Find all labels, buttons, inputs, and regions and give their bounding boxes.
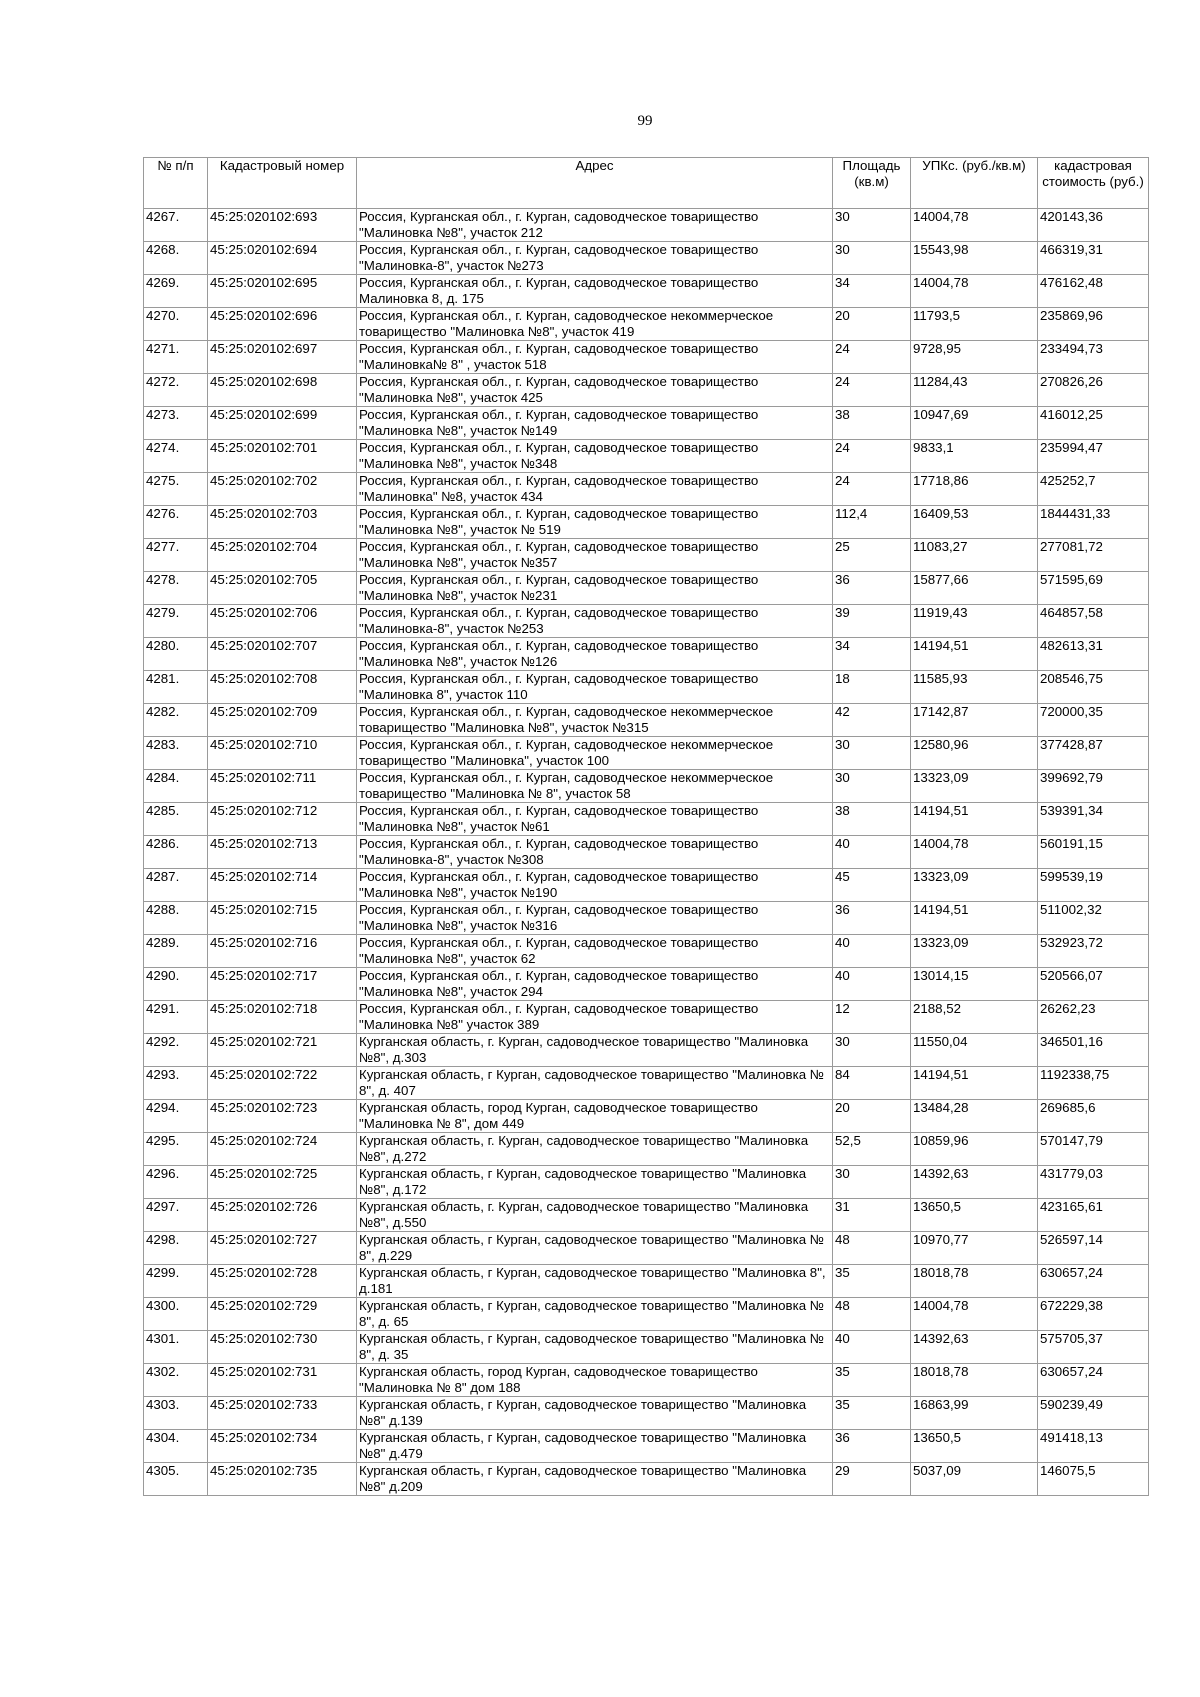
cell-area: 31 bbox=[833, 1199, 911, 1232]
cell-address: Россия, Курганская обл., г. Курган, садоводческое некоммерческое товарищество "Малиновка № 8", участок 58 bbox=[357, 770, 833, 803]
cell-number: 4293. bbox=[144, 1067, 208, 1100]
cell-area: 48 bbox=[833, 1232, 911, 1265]
cell-area: 36 bbox=[833, 572, 911, 605]
header-number: № п/п bbox=[144, 158, 208, 209]
cell-area: 24 bbox=[833, 440, 911, 473]
cell-upks: 18018,78 bbox=[911, 1364, 1038, 1397]
cell-upks: 14004,78 bbox=[911, 836, 1038, 869]
cell-area: 84 bbox=[833, 1067, 911, 1100]
cell-number: 4295. bbox=[144, 1133, 208, 1166]
cell-address: Россия, Курганская обл., г. Курган, садоводческое товарищество "Малиновка №8", участок №190 bbox=[357, 869, 833, 902]
table-row bbox=[144, 506, 1149, 539]
cell-area: 45 bbox=[833, 869, 911, 902]
cell-cadastral-cost: 269685,6 bbox=[1038, 1100, 1149, 1133]
cell-area: 34 bbox=[833, 275, 911, 308]
cell-cadastral-cost: 466319,31 bbox=[1038, 242, 1149, 275]
cell-cadastral-cost: 520566,07 bbox=[1038, 968, 1149, 1001]
cell-area: 30 bbox=[833, 209, 911, 242]
cell-address: Россия, Курганская обл., г. Курган, садоводческое некоммерческое товарищество "Малиновка №8", участок 419 bbox=[357, 308, 833, 341]
table-row bbox=[144, 605, 1149, 638]
cell-cadastral-cost: 571595,69 bbox=[1038, 572, 1149, 605]
cell-number: 4283. bbox=[144, 737, 208, 770]
cell-upks: 14194,51 bbox=[911, 902, 1038, 935]
cell-address: Россия, Курганская обл., г. Курган, садоводческое товарищество "Малиновка №8", участок №149 bbox=[357, 407, 833, 440]
cell-area: 25 bbox=[833, 539, 911, 572]
cell-cadastral-cost: 26262,23 bbox=[1038, 1001, 1149, 1034]
cell-upks: 17718,86 bbox=[911, 473, 1038, 506]
cell-number: 4303. bbox=[144, 1397, 208, 1430]
cell-address: Курганская область, г Курган, садоводческое товарищество "Малиновка № 8", д. 407 bbox=[357, 1067, 833, 1100]
cell-number: 4275. bbox=[144, 473, 208, 506]
cell-upks: 15877,66 bbox=[911, 572, 1038, 605]
table-row bbox=[144, 539, 1149, 572]
cell-number: 4272. bbox=[144, 374, 208, 407]
cell-upks: 9833,1 bbox=[911, 440, 1038, 473]
table-row bbox=[144, 341, 1149, 374]
table-row bbox=[144, 1331, 1149, 1364]
cell-area: 40 bbox=[833, 1331, 911, 1364]
cell-upks: 11284,43 bbox=[911, 374, 1038, 407]
cell-upks: 12580,96 bbox=[911, 737, 1038, 770]
cell-address: Россия, Курганская обл., г. Курган, садоводческое товарищество "Малиновка №8", участок №126 bbox=[357, 638, 833, 671]
table-row bbox=[144, 1034, 1149, 1067]
table-row bbox=[144, 704, 1149, 737]
cell-cadastral-number: 45:25:020102:733 bbox=[208, 1397, 357, 1430]
cell-cadastral-number: 45:25:020102:730 bbox=[208, 1331, 357, 1364]
cell-upks: 14392,63 bbox=[911, 1331, 1038, 1364]
cell-cadastral-number: 45:25:020102:735 bbox=[208, 1463, 357, 1496]
cell-number: 4274. bbox=[144, 440, 208, 473]
cell-upks: 14004,78 bbox=[911, 209, 1038, 242]
header-cadastral-cost: кадастровая стоимость (руб.) bbox=[1038, 158, 1149, 209]
cell-cadastral-number: 45:25:020102:695 bbox=[208, 275, 357, 308]
cell-number: 4300. bbox=[144, 1298, 208, 1331]
table-row bbox=[144, 1265, 1149, 1298]
table-row bbox=[144, 572, 1149, 605]
table-row bbox=[144, 869, 1149, 902]
table-row bbox=[144, 638, 1149, 671]
cell-upks: 18018,78 bbox=[911, 1265, 1038, 1298]
cell-number: 4282. bbox=[144, 704, 208, 737]
cell-number: 4279. bbox=[144, 605, 208, 638]
cell-area: 29 bbox=[833, 1463, 911, 1496]
cell-cadastral-cost: 208546,75 bbox=[1038, 671, 1149, 704]
cell-number: 4289. bbox=[144, 935, 208, 968]
cell-cadastral-number: 45:25:020102:709 bbox=[208, 704, 357, 737]
cell-cadastral-cost: 476162,48 bbox=[1038, 275, 1149, 308]
cell-area: 24 bbox=[833, 473, 911, 506]
cell-upks: 14392,63 bbox=[911, 1166, 1038, 1199]
table-row bbox=[144, 803, 1149, 836]
table-header-row bbox=[144, 158, 1149, 209]
cell-area: 34 bbox=[833, 638, 911, 671]
table-row bbox=[144, 242, 1149, 275]
cell-number: 4277. bbox=[144, 539, 208, 572]
table-row bbox=[144, 836, 1149, 869]
cell-upks: 10947,69 bbox=[911, 407, 1038, 440]
cell-cadastral-cost: 720000,35 bbox=[1038, 704, 1149, 737]
cell-upks: 11083,27 bbox=[911, 539, 1038, 572]
cell-address: Курганская область, г Курган, садоводческое товарищество "Малиновка № 8", д. 65 bbox=[357, 1298, 833, 1331]
cell-cadastral-number: 45:25:020102:703 bbox=[208, 506, 357, 539]
cell-upks: 10859,96 bbox=[911, 1133, 1038, 1166]
cell-number: 4302. bbox=[144, 1364, 208, 1397]
cell-cadastral-number: 45:25:020102:696 bbox=[208, 308, 357, 341]
table-row bbox=[144, 1067, 1149, 1100]
table-row bbox=[144, 968, 1149, 1001]
cell-area: 30 bbox=[833, 242, 911, 275]
table-row bbox=[144, 935, 1149, 968]
cell-area: 40 bbox=[833, 935, 911, 968]
cell-address: Курганская область, г Курган, садоводческое товарищество "Малиновка №8", д.172 bbox=[357, 1166, 833, 1199]
cell-upks: 11550,04 bbox=[911, 1034, 1038, 1067]
cell-upks: 13014,15 bbox=[911, 968, 1038, 1001]
cell-cadastral-number: 45:25:020102:725 bbox=[208, 1166, 357, 1199]
cell-cadastral-cost: 1192338,75 bbox=[1038, 1067, 1149, 1100]
table-row bbox=[144, 1298, 1149, 1331]
cell-cadastral-number: 45:25:020102:707 bbox=[208, 638, 357, 671]
cell-address: Россия, Курганская обл., г. Курган, садоводческое товарищество "Малиновка №8", участок 425 bbox=[357, 374, 833, 407]
cell-cadastral-cost: 420143,36 bbox=[1038, 209, 1149, 242]
cell-cadastral-number: 45:25:020102:724 bbox=[208, 1133, 357, 1166]
cell-number: 4287. bbox=[144, 869, 208, 902]
cell-number: 4298. bbox=[144, 1232, 208, 1265]
cadastral-table bbox=[143, 157, 1149, 1496]
page-number: 99 bbox=[637, 113, 653, 129]
table-row bbox=[144, 1133, 1149, 1166]
cell-address: Курганская область, г Курган, садоводческое товарищество "Малиновка №8" д.479 bbox=[357, 1430, 833, 1463]
cell-cadastral-number: 45:25:020102:712 bbox=[208, 803, 357, 836]
table-body bbox=[144, 209, 1149, 1496]
cell-cadastral-cost: 511002,32 bbox=[1038, 902, 1149, 935]
cell-area: 39 bbox=[833, 605, 911, 638]
cell-cadastral-number: 45:25:020102:699 bbox=[208, 407, 357, 440]
cell-address: Курганская область, г Курган, садоводческое товарищество "Малиновка № 8", д.229 bbox=[357, 1232, 833, 1265]
cell-cadastral-number: 45:25:020102:711 bbox=[208, 770, 357, 803]
cell-number: 4270. bbox=[144, 308, 208, 341]
cell-address: Россия, Курганская обл., г. Курган, садоводческое товарищество "Малиновка №8", участок №348 bbox=[357, 440, 833, 473]
cell-number: 4291. bbox=[144, 1001, 208, 1034]
cell-cadastral-number: 45:25:020102:694 bbox=[208, 242, 357, 275]
cell-address: Россия, Курганская обл., г. Курган, садоводческое некоммерческое товарищество "Малиновка", участок 100 bbox=[357, 737, 833, 770]
cell-address: Россия, Курганская обл., г. Курган, садоводческое товарищество "Малиновка №8" участок 389 bbox=[357, 1001, 833, 1034]
table-row bbox=[144, 1364, 1149, 1397]
cell-cadastral-number: 45:25:020102:731 bbox=[208, 1364, 357, 1397]
cell-cadastral-cost: 277081,72 bbox=[1038, 539, 1149, 572]
cell-upks: 14194,51 bbox=[911, 638, 1038, 671]
cell-cadastral-number: 45:25:020102:704 bbox=[208, 539, 357, 572]
cell-area: 30 bbox=[833, 1166, 911, 1199]
table-row bbox=[144, 737, 1149, 770]
cell-upks: 17142,87 bbox=[911, 704, 1038, 737]
cell-area: 30 bbox=[833, 1034, 911, 1067]
cell-address: Россия, Курганская обл., г. Курган, садоводческое товарищество "Малиновка №8", участок №357 bbox=[357, 539, 833, 572]
cell-number: 4273. bbox=[144, 407, 208, 440]
cell-area: 30 bbox=[833, 770, 911, 803]
cell-area: 24 bbox=[833, 341, 911, 374]
cell-upks: 5037,09 bbox=[911, 1463, 1038, 1496]
cell-cadastral-number: 45:25:020102:708 bbox=[208, 671, 357, 704]
cell-upks: 14194,51 bbox=[911, 803, 1038, 836]
table-row bbox=[144, 1199, 1149, 1232]
cell-upks: 2188,52 bbox=[911, 1001, 1038, 1034]
cell-upks: 11793,5 bbox=[911, 308, 1038, 341]
cell-upks: 14004,78 bbox=[911, 275, 1038, 308]
cell-area: 20 bbox=[833, 1100, 911, 1133]
cell-cadastral-cost: 560191,15 bbox=[1038, 836, 1149, 869]
cell-area: 18 bbox=[833, 671, 911, 704]
cell-cadastral-cost: 482613,31 bbox=[1038, 638, 1149, 671]
cell-cadastral-cost: 146075,5 bbox=[1038, 1463, 1149, 1496]
header-upks: УПКс. (руб./кв.м) bbox=[911, 158, 1038, 209]
cell-cadastral-cost: 570147,79 bbox=[1038, 1133, 1149, 1166]
cell-area: 38 bbox=[833, 407, 911, 440]
table-row bbox=[144, 671, 1149, 704]
cell-cadastral-cost: 526597,14 bbox=[1038, 1232, 1149, 1265]
cell-cadastral-cost: 630657,24 bbox=[1038, 1364, 1149, 1397]
cell-cadastral-cost: 464857,58 bbox=[1038, 605, 1149, 638]
cell-cadastral-cost: 1844431,33 bbox=[1038, 506, 1149, 539]
cell-number: 4304. bbox=[144, 1430, 208, 1463]
cell-cadastral-number: 45:25:020102:729 bbox=[208, 1298, 357, 1331]
cell-address: Курганская область, г Курган, садоводческое товарищество "Малиновка 8", д.181 bbox=[357, 1265, 833, 1298]
cell-upks: 13323,09 bbox=[911, 869, 1038, 902]
cell-address: Курганская область, г Курган, садоводческое товарищество "Малиновка №8" д.209 bbox=[357, 1463, 833, 1496]
table-row bbox=[144, 1001, 1149, 1034]
cell-cadastral-number: 45:25:020102:715 bbox=[208, 902, 357, 935]
cell-upks: 13323,09 bbox=[911, 935, 1038, 968]
cell-area: 12 bbox=[833, 1001, 911, 1034]
cell-cadastral-cost: 590239,49 bbox=[1038, 1397, 1149, 1430]
cell-address: Россия, Курганская обл., г. Курган, садоводческое товарищество "Малиновка-8", участок №253 bbox=[357, 605, 833, 638]
header-address: Адрес bbox=[357, 158, 833, 209]
cell-upks: 11585,93 bbox=[911, 671, 1038, 704]
cell-cadastral-number: 45:25:020102:722 bbox=[208, 1067, 357, 1100]
cell-cadastral-cost: 425252,7 bbox=[1038, 473, 1149, 506]
cell-area: 112,4 bbox=[833, 506, 911, 539]
cell-number: 4290. bbox=[144, 968, 208, 1001]
cell-address: Курганская область, г Курган, садоводческое товарищество "Малиновка № 8", д. 35 bbox=[357, 1331, 833, 1364]
cell-upks: 14004,78 bbox=[911, 1298, 1038, 1331]
cell-cadastral-number: 45:25:020102:697 bbox=[208, 341, 357, 374]
cell-upks: 16409,53 bbox=[911, 506, 1038, 539]
cell-number: 4271. bbox=[144, 341, 208, 374]
cell-cadastral-number: 45:25:020102:716 bbox=[208, 935, 357, 968]
cell-address: Россия, Курганская обл., г. Курган, садоводческое товарищество "Малиновка" №8, участок 434 bbox=[357, 473, 833, 506]
header-area: Площадь (кв.м) bbox=[833, 158, 911, 209]
cell-cadastral-number: 45:25:020102:702 bbox=[208, 473, 357, 506]
cell-number: 4301. bbox=[144, 1331, 208, 1364]
cell-area: 40 bbox=[833, 836, 911, 869]
cell-address: Россия, Курганская обл., г. Курган, садоводческое товарищество "Малиновка №8", участок 294 bbox=[357, 968, 833, 1001]
cell-cadastral-cost: 423165,61 bbox=[1038, 1199, 1149, 1232]
table-row bbox=[144, 308, 1149, 341]
cell-number: 4288. bbox=[144, 902, 208, 935]
cell-cadastral-number: 45:25:020102:717 bbox=[208, 968, 357, 1001]
cell-upks: 11919,43 bbox=[911, 605, 1038, 638]
table-row bbox=[144, 374, 1149, 407]
cell-area: 24 bbox=[833, 374, 911, 407]
table-row bbox=[144, 473, 1149, 506]
cell-cadastral-number: 45:25:020102:728 bbox=[208, 1265, 357, 1298]
cell-cadastral-number: 45:25:020102:705 bbox=[208, 572, 357, 605]
cell-cadastral-cost: 431779,03 bbox=[1038, 1166, 1149, 1199]
table-row bbox=[144, 275, 1149, 308]
cell-area: 48 bbox=[833, 1298, 911, 1331]
header-cadastral-number: Кадастровый номер bbox=[208, 158, 357, 209]
table-row bbox=[144, 1232, 1149, 1265]
cell-cadastral-cost: 532923,72 bbox=[1038, 935, 1149, 968]
cell-address: Россия, Курганская обл., г. Курган, садоводческое товарищество "Малиновка 8", участок 110 bbox=[357, 671, 833, 704]
cell-address: Россия, Курганская обл., г. Курган, садоводческое товарищество "Малиновка №8", участок № 519 bbox=[357, 506, 833, 539]
cell-cadastral-number: 45:25:020102:727 bbox=[208, 1232, 357, 1265]
cell-number: 4269. bbox=[144, 275, 208, 308]
cell-cadastral-cost: 270826,26 bbox=[1038, 374, 1149, 407]
cell-number: 4284. bbox=[144, 770, 208, 803]
table-row bbox=[144, 209, 1149, 242]
cell-cadastral-cost: 346501,16 bbox=[1038, 1034, 1149, 1067]
cell-cadastral-cost: 630657,24 bbox=[1038, 1265, 1149, 1298]
cell-cadastral-cost: 235869,96 bbox=[1038, 308, 1149, 341]
cell-cadastral-number: 45:25:020102:706 bbox=[208, 605, 357, 638]
cell-upks: 13650,5 bbox=[911, 1430, 1038, 1463]
cell-cadastral-cost: 599539,19 bbox=[1038, 869, 1149, 902]
cell-cadastral-number: 45:25:020102:698 bbox=[208, 374, 357, 407]
table-row bbox=[144, 1166, 1149, 1199]
cell-number: 4280. bbox=[144, 638, 208, 671]
cell-number: 4294. bbox=[144, 1100, 208, 1133]
cell-cadastral-cost: 233494,73 bbox=[1038, 341, 1149, 374]
cell-area: 42 bbox=[833, 704, 911, 737]
cell-area: 35 bbox=[833, 1397, 911, 1430]
cell-cadastral-cost: 575705,37 bbox=[1038, 1331, 1149, 1364]
cell-area: 35 bbox=[833, 1364, 911, 1397]
cell-area: 38 bbox=[833, 803, 911, 836]
cell-address: Курганская область, г. Курган, садоводческое товарищество "Малиновка №8", д.550 bbox=[357, 1199, 833, 1232]
cell-cadastral-number: 45:25:020102:734 bbox=[208, 1430, 357, 1463]
cell-upks: 13323,09 bbox=[911, 770, 1038, 803]
cell-address: Курганская область, город Курган, садоводческое товарищество "Малиновка № 8" дом 188 bbox=[357, 1364, 833, 1397]
cell-number: 4268. bbox=[144, 242, 208, 275]
cell-address: Россия, Курганская обл., г. Курган, садоводческое товарищество "Малиновка №8", участок №231 bbox=[357, 572, 833, 605]
cell-area: 40 bbox=[833, 968, 911, 1001]
cell-upks: 9728,95 bbox=[911, 341, 1038, 374]
cell-address: Курганская область, г Курган, садоводческое товарищество "Малиновка №8" д.139 bbox=[357, 1397, 833, 1430]
cell-cadastral-number: 45:25:020102:710 bbox=[208, 737, 357, 770]
cell-cadastral-number: 45:25:020102:721 bbox=[208, 1034, 357, 1067]
cell-address: Россия, Курганская обл., г. Курган, садоводческое товарищество "Малиновка-8", участок №273 bbox=[357, 242, 833, 275]
cell-number: 4299. bbox=[144, 1265, 208, 1298]
cell-address: Россия, Курганская обл., г. Курган, садоводческое товарищество "Малиновка №8", участок 62 bbox=[357, 935, 833, 968]
table-row bbox=[144, 902, 1149, 935]
table-row bbox=[144, 1397, 1149, 1430]
cell-cadastral-number: 45:25:020102:726 bbox=[208, 1199, 357, 1232]
cell-cadastral-number: 45:25:020102:693 bbox=[208, 209, 357, 242]
cell-address: Россия, Курганская обл., г. Курган, садоводческое товарищество Малиновка 8, д. 175 bbox=[357, 275, 833, 308]
cell-upks: 16863,99 bbox=[911, 1397, 1038, 1430]
cell-area: 36 bbox=[833, 902, 911, 935]
cell-number: 4297. bbox=[144, 1199, 208, 1232]
cell-address: Россия, Курганская обл., г. Курган, садоводческое товарищество "Малиновка-8", участок №308 bbox=[357, 836, 833, 869]
cell-number: 4305. bbox=[144, 1463, 208, 1496]
cell-address: Россия, Курганская обл., г. Курган, садоводческое некоммерческое товарищество "Малиновка №8", участок №315 bbox=[357, 704, 833, 737]
table-row bbox=[144, 440, 1149, 473]
cell-cadastral-number: 45:25:020102:718 bbox=[208, 1001, 357, 1034]
cell-cadastral-cost: 672229,38 bbox=[1038, 1298, 1149, 1331]
cell-cadastral-number: 45:25:020102:701 bbox=[208, 440, 357, 473]
cell-area: 20 bbox=[833, 308, 911, 341]
cell-address: Россия, Курганская обл., г. Курган, садоводческое товарищество "Малиновка№ 8" , участок 518 bbox=[357, 341, 833, 374]
cell-upks: 10970,77 bbox=[911, 1232, 1038, 1265]
cell-number: 4286. bbox=[144, 836, 208, 869]
cell-address: Россия, Курганская обл., г. Курган, садоводческое товарищество "Малиновка №8", участок 212 bbox=[357, 209, 833, 242]
cell-upks: 14194,51 bbox=[911, 1067, 1038, 1100]
cell-cadastral-cost: 399692,79 bbox=[1038, 770, 1149, 803]
table-row bbox=[144, 1100, 1149, 1133]
cell-number: 4276. bbox=[144, 506, 208, 539]
cell-number: 4267. bbox=[144, 209, 208, 242]
cell-cadastral-number: 45:25:020102:714 bbox=[208, 869, 357, 902]
cell-area: 36 bbox=[833, 1430, 911, 1463]
cell-address: Россия, Курганская обл., г. Курган, садоводческое товарищество "Малиновка №8", участок №61 bbox=[357, 803, 833, 836]
cell-cadastral-cost: 491418,13 bbox=[1038, 1430, 1149, 1463]
cell-cadastral-cost: 416012,25 bbox=[1038, 407, 1149, 440]
cell-number: 4285. bbox=[144, 803, 208, 836]
table-row bbox=[144, 770, 1149, 803]
cell-address: Курганская область, город Курган, садоводческое товарищество "Малиновка № 8", дом 449 bbox=[357, 1100, 833, 1133]
cell-cadastral-cost: 377428,87 bbox=[1038, 737, 1149, 770]
table-row bbox=[144, 1430, 1149, 1463]
cell-cadastral-cost: 539391,34 bbox=[1038, 803, 1149, 836]
cell-address: Курганская область, г. Курган, садоводческое товарищество "Малиновка №8", д.303 bbox=[357, 1034, 833, 1067]
cell-number: 4278. bbox=[144, 572, 208, 605]
cell-cadastral-number: 45:25:020102:723 bbox=[208, 1100, 357, 1133]
cell-number: 4296. bbox=[144, 1166, 208, 1199]
cell-area: 35 bbox=[833, 1265, 911, 1298]
cell-area: 30 bbox=[833, 737, 911, 770]
cell-area: 52,5 bbox=[833, 1133, 911, 1166]
cell-upks: 13650,5 bbox=[911, 1199, 1038, 1232]
table-row bbox=[144, 407, 1149, 440]
cell-address: Курганская область, г. Курган, садоводческое товарищество "Малиновка №8", д.272 bbox=[357, 1133, 833, 1166]
cell-cadastral-number: 45:25:020102:713 bbox=[208, 836, 357, 869]
table-row bbox=[144, 1463, 1149, 1496]
cell-cadastral-cost: 235994,47 bbox=[1038, 440, 1149, 473]
cell-number: 4281. bbox=[144, 671, 208, 704]
cell-number: 4292. bbox=[144, 1034, 208, 1067]
cell-upks: 15543,98 bbox=[911, 242, 1038, 275]
cell-upks: 13484,28 bbox=[911, 1100, 1038, 1133]
cell-address: Россия, Курганская обл., г. Курган, садоводческое товарищество "Малиновка №8", участок №316 bbox=[357, 902, 833, 935]
